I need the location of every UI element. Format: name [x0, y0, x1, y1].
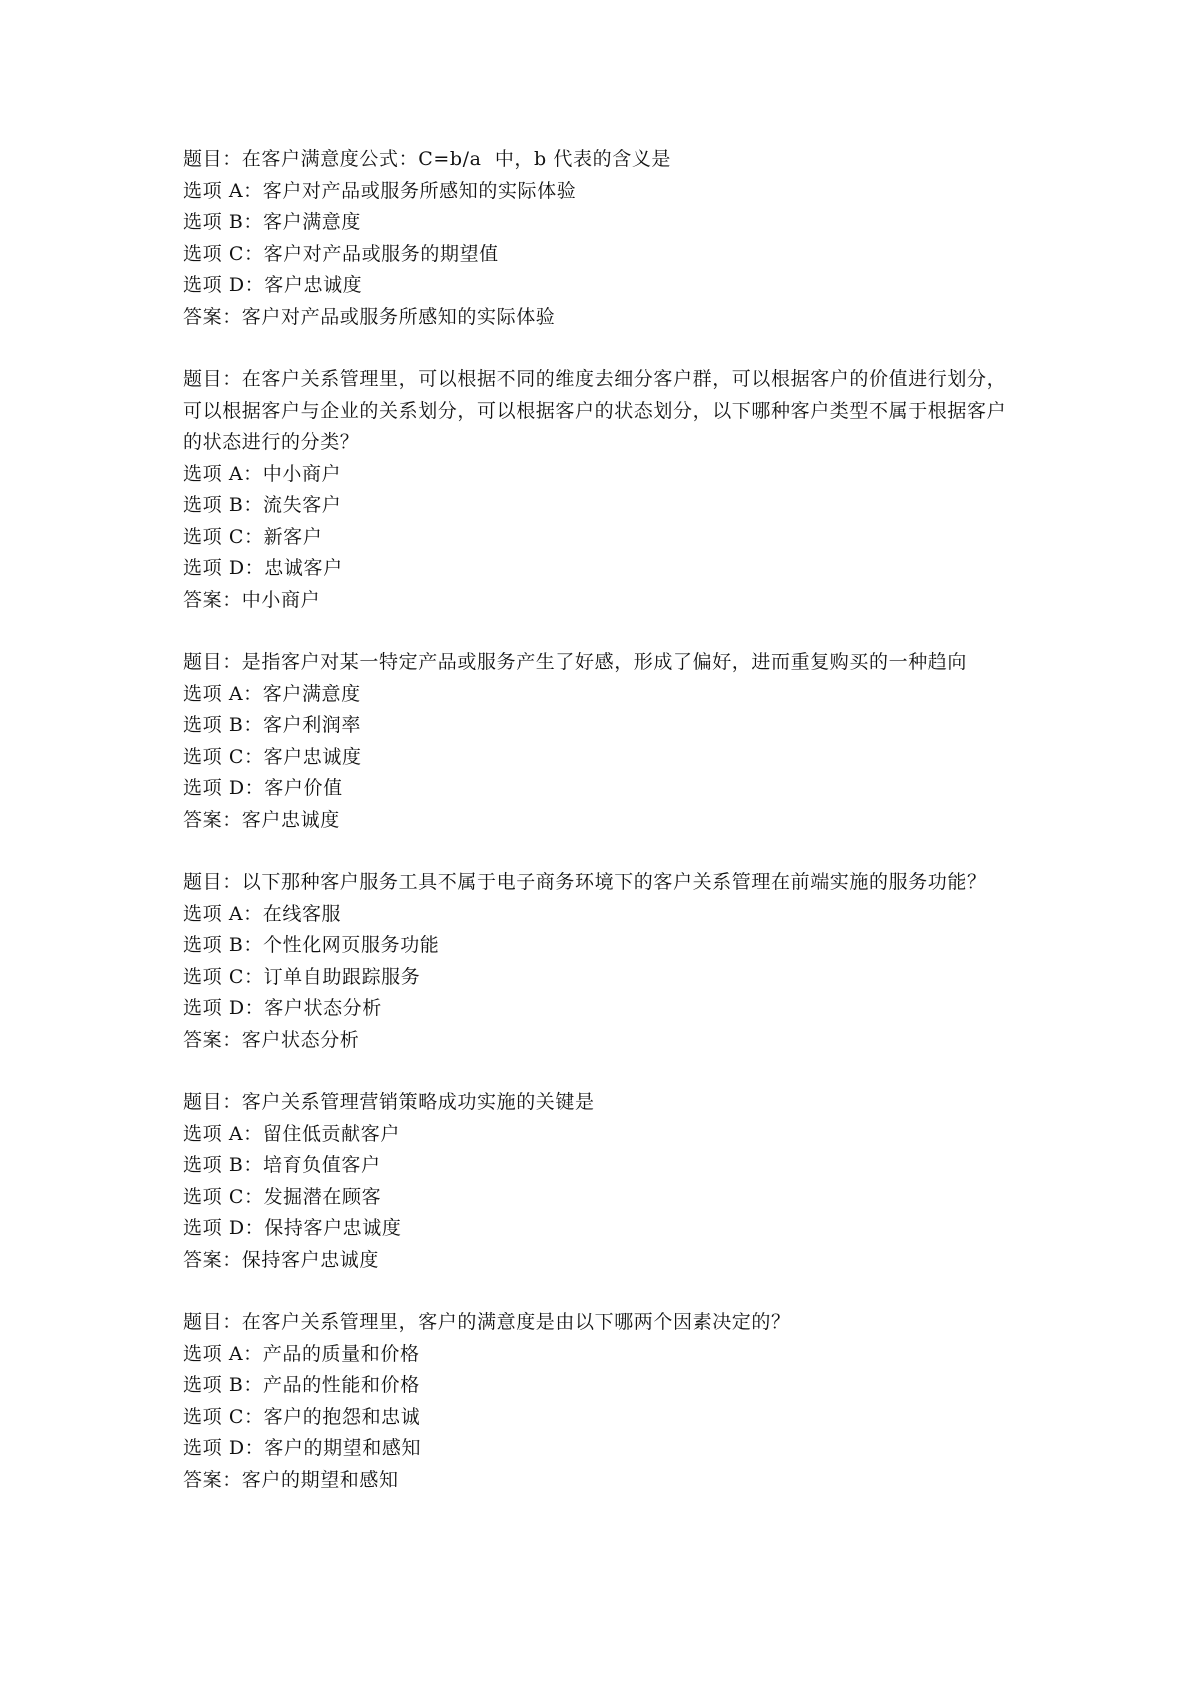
question-text: 题目：以下那种客户服务工具不属于电子商务环境下的客户关系管理在前端实施的服务功能？ [183, 871, 987, 893]
question-block-4 [183, 867, 1023, 1056]
option-d: 选项 D：保持客户忠诚度 [183, 1217, 402, 1239]
question-text: 题目：客户关系管理营销策略成功实施的关键是 [183, 1091, 595, 1113]
answer-text: 答案：客户对产品或服务所感知的实际体验 [183, 305, 556, 328]
question-block-5 [183, 1087, 1023, 1276]
option-d: 选项 D：忠诚客户 [183, 557, 343, 579]
option-c: 选项 C：客户对产品或服务的期望值 [183, 242, 499, 265]
option-a: 选项 A：在线客服 [183, 902, 342, 925]
option-b: 选项 B：客户满意度 [183, 211, 362, 233]
option-b: 选项 B：产品的性能和价格 [183, 1374, 420, 1396]
option-d: 选项 D：客户状态分析 [183, 997, 382, 1019]
option-a: 选项 A：客户满意度 [183, 682, 361, 705]
option-b: 选项 B：培育负值客户 [183, 1154, 381, 1176]
option-a: 选项 A：留住低贡献客户 [183, 1122, 400, 1145]
document-page [183, 144, 1023, 1527]
option-c: 选项 C：发掘潜在顾客 [183, 1185, 382, 1208]
question-block-2 [183, 364, 1023, 616]
question-text: 题目：是指客户对某一特定产品或服务产生了好感，形成了偏好，进而重复购买的一种趋向 [183, 651, 968, 673]
answer-text: 答案：保持客户忠诚度 [183, 1248, 380, 1271]
option-b: 选项 B：流失客户 [183, 494, 342, 516]
option-a: 选项 A：中小商户 [183, 462, 342, 485]
question-text: 题目：在客户满意度公式：C=b/a 中，b 代表的含义是 [183, 148, 672, 170]
answer-text: 答案：客户状态分析 [183, 1028, 360, 1051]
answer-text: 答案：客户的期望和感知 [183, 1468, 399, 1491]
answer-text: 答案：客户忠诚度 [183, 808, 340, 831]
option-b: 选项 B：客户利润率 [183, 714, 362, 736]
question-block-1 [183, 144, 1023, 333]
option-b: 选项 B：个性化网页服务功能 [183, 934, 440, 956]
option-a: 选项 A：客户对产品或服务所感知的实际体验 [183, 179, 577, 202]
option-c: 选项 C：客户的抱怨和忠诚 [183, 1405, 421, 1428]
question-text: 题目：在客户关系管理里，客户的满意度是由以下哪两个因素决定的？ [183, 1311, 791, 1333]
question-text: 题目：在客户关系管理里，可以根据不同的维度去细分客户群，可以根据客户的价值进行划分，可以根据客户与企业的关系划分，可以根据客户的状态划分，以下哪种客户类型不属于根据客户的状态进行的分类？ [183, 368, 1007, 453]
option-c: 选项 C：客户忠诚度 [183, 745, 362, 768]
option-c: 选项 C：新客户 [183, 525, 323, 548]
answer-text: 答案：中小商户 [183, 588, 321, 611]
option-d: 选项 D：客户的期望和感知 [183, 1437, 422, 1459]
question-block-3 [183, 647, 1023, 836]
option-d: 选项 D：客户忠诚度 [183, 274, 363, 296]
option-a: 选项 A：产品的质量和价格 [183, 1342, 420, 1365]
question-block-6 [183, 1307, 1023, 1496]
option-d: 选项 D：客户价值 [183, 777, 343, 799]
option-c: 选项 C：订单自助跟踪服务 [183, 965, 421, 988]
